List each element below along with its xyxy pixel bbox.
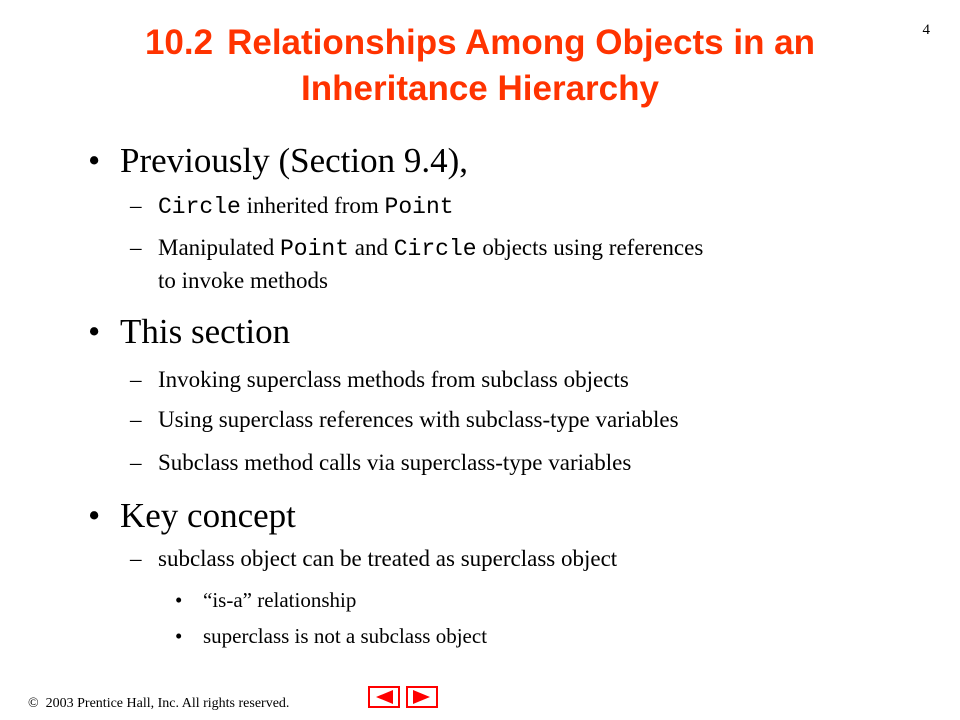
title-line-2: Inheritance Hierarchy [301, 69, 659, 108]
dash: – [130, 235, 142, 260]
bullet-dot: • [175, 624, 183, 648]
right-arrow-icon [411, 689, 433, 705]
dash: – [130, 193, 142, 218]
dash: – [130, 407, 142, 432]
subbullet-manipulated: – Manipulated Point and Circle objects using references to invoke methods [130, 232, 870, 297]
section-number: 10.2 [144, 23, 214, 62]
copyright-icon: © [28, 696, 39, 711]
previous-slide-button[interactable] [368, 686, 400, 708]
bullet-text: Key concept [120, 496, 296, 535]
subbullet-method-calls: – Subclass method calls via superclass-type variables [130, 447, 870, 479]
copyright-footer [28, 696, 289, 712]
bullet-dot: • [175, 588, 183, 612]
code-point: Point [384, 194, 454, 220]
code-circle: Circle [158, 194, 241, 220]
bullet-key-concept [88, 496, 296, 536]
code-point: Point [280, 236, 350, 262]
bullet-text: Previously (Section 9.4), [120, 141, 469, 180]
bullet-previously [88, 141, 468, 181]
left-arrow-icon [373, 689, 395, 705]
bullet-dot: • [88, 312, 101, 351]
dash: – [130, 450, 142, 475]
code-circle: Circle [393, 236, 477, 262]
subsubbullet-is-a: • “is-a” relationship [175, 585, 356, 615]
dash: – [130, 367, 142, 392]
dash: – [130, 546, 142, 571]
title-line-1 [80, 20, 880, 66]
slide-navigation [368, 686, 438, 708]
subbullet-invoking: – Invoking superclass methods from subclass objects [130, 364, 870, 396]
title-text-1: Relationships Among Objects in an [227, 23, 816, 62]
slide-title [80, 20, 880, 112]
subbullet-circle-inherits: – Circle inherited from Point [130, 190, 870, 223]
page-number: 4 [922, 22, 930, 38]
footer-text: 2003 Prentice Hall, Inc. All rights reserved. [45, 696, 290, 711]
bullet-dot: • [88, 141, 101, 180]
subbullet-using-refs: – Using superclass references with subclass-type variables [130, 404, 870, 436]
subsubbullet-not-subclass: • superclass is not a subclass object [175, 621, 487, 651]
next-slide-button[interactable] [406, 686, 438, 708]
bullet-dot: • [88, 496, 101, 535]
subbullet-continuation: to invoke methods [158, 268, 328, 293]
bullet-this-section [88, 312, 290, 352]
bullet-text: This section [120, 312, 291, 351]
subbullet-treated-as: – subclass object can be treated as superclass object [130, 543, 870, 575]
